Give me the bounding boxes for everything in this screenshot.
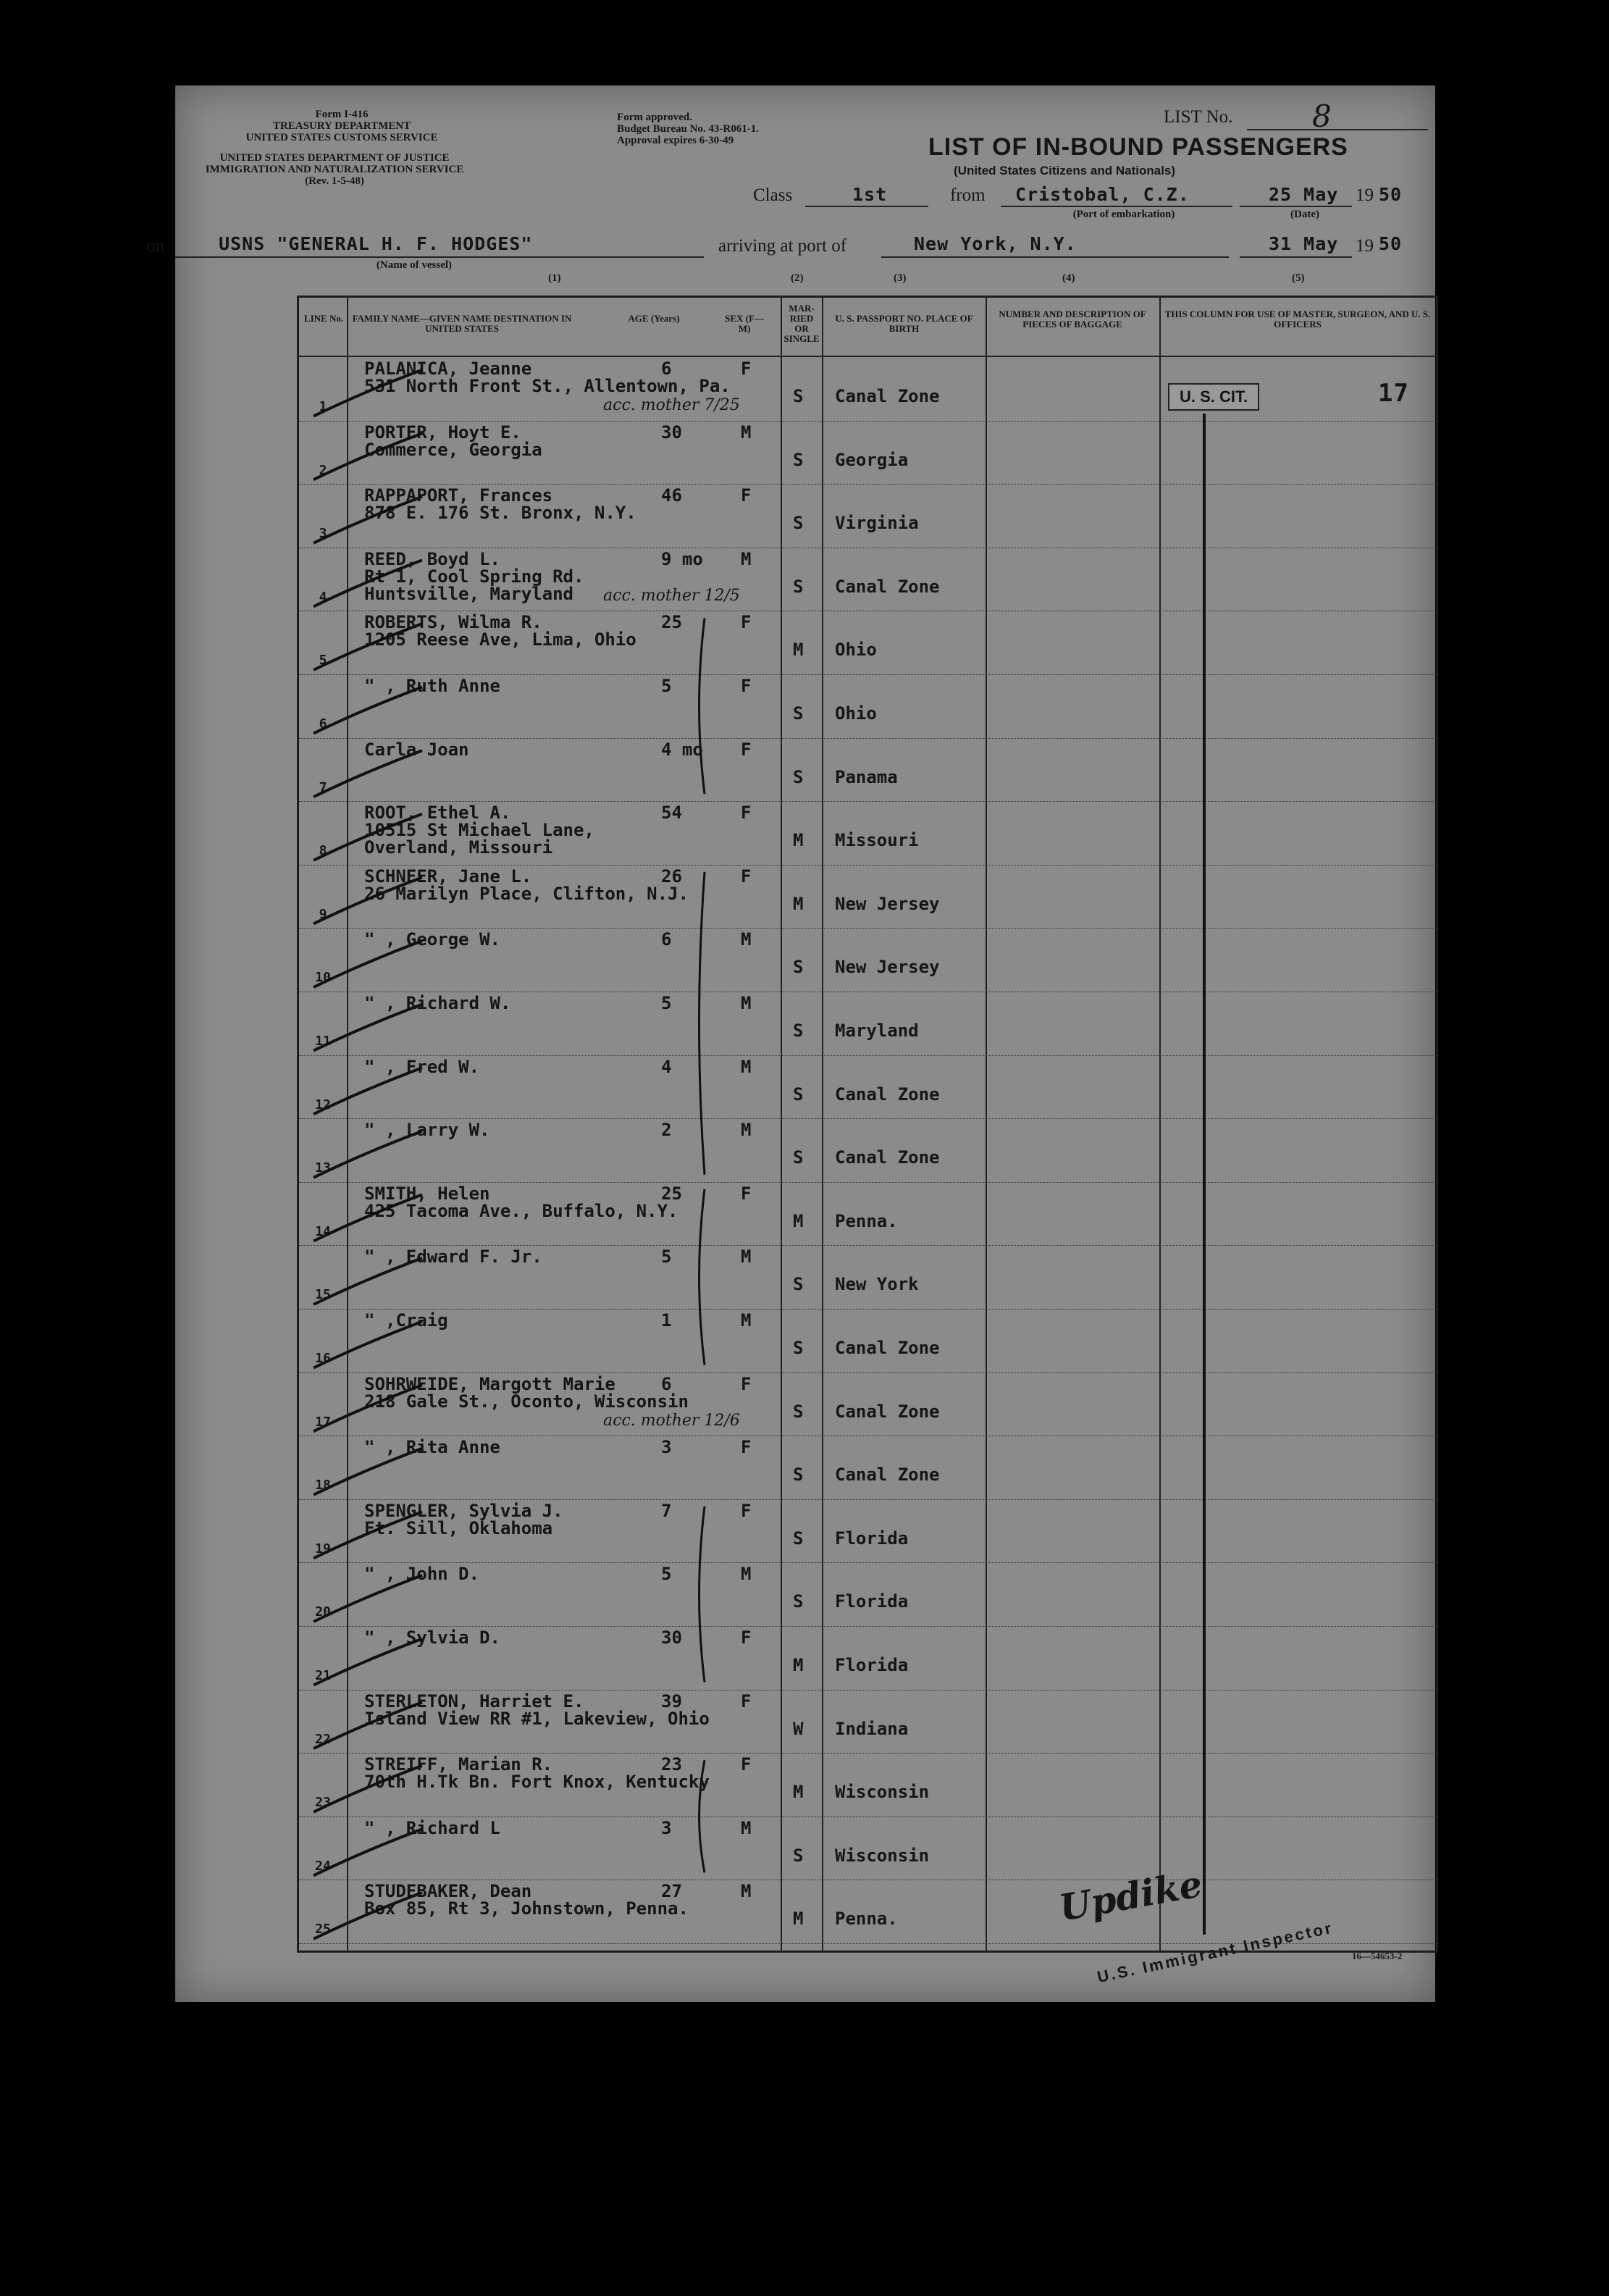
check-mark <box>314 1575 422 1622</box>
marital-status: M <box>793 1210 804 1231</box>
place-of-birth: Canal Zone <box>835 1147 940 1168</box>
marital-status: S <box>793 1401 804 1422</box>
place-of-birth: Canal Zone <box>835 1084 940 1105</box>
line-number: 25 <box>315 1922 331 1937</box>
line-number: 22 <box>315 1731 331 1747</box>
destination: 425 Tacoma Ave., Buffalo, N.Y. <box>364 1200 679 1221</box>
place-of-birth: Penna. <box>835 1210 898 1231</box>
pen-marks <box>299 298 1436 1951</box>
port-embarkation: Cristobal, C.Z. <box>1015 184 1190 205</box>
destination-line-2: Overland, Missouri <box>364 837 553 858</box>
date-embark-day: 25 May <box>1269 184 1339 205</box>
passenger-name: " , Richard W. <box>364 993 511 1013</box>
passenger-name: STERLETON, Harriet E. <box>364 1690 584 1711</box>
age: 1 <box>661 1310 672 1331</box>
age: 30 <box>661 422 682 443</box>
sex: M <box>741 993 752 1013</box>
place-of-birth: Maryland <box>835 1021 919 1041</box>
place-of-birth: Wisconsin <box>835 1782 930 1803</box>
header-officers: THIS COLUMN FOR USE OF MASTER, SURGEON, AND U. S. OFFICERS <box>1164 309 1431 330</box>
family-bracket <box>700 872 705 1175</box>
marital-status: S <box>793 1591 804 1612</box>
destination: Commerce, Georgia <box>364 439 542 460</box>
sex: F <box>741 739 752 760</box>
header-name: FAMILY NAME—GIVEN NAME DESTINATION IN UNITED STATES <box>352 313 572 334</box>
age: 25 <box>661 612 682 633</box>
passenger-name: " , John D. <box>364 1564 479 1585</box>
header-passport: U. S. PASSPORT NO. PLACE OF BIRTH <box>835 313 973 334</box>
date-arrival-year: 50 <box>1379 233 1403 254</box>
line-number: 17 <box>315 1414 331 1430</box>
page-subtitle: (United States Citizens and Nationals) <box>954 164 1176 177</box>
on-label: on <box>146 236 164 256</box>
destination: 878 E. 176 St. Bronx, N.Y. <box>364 503 637 524</box>
age: 6 <box>661 1373 672 1394</box>
line-number: 2 <box>319 462 327 478</box>
officer-count: 17 <box>1378 379 1409 408</box>
marital-status: S <box>793 449 804 470</box>
age: 26 <box>661 866 682 887</box>
age: 3 <box>661 1437 672 1458</box>
sex: F <box>741 359 752 379</box>
check-mark <box>314 497 422 543</box>
from-label: from <box>950 185 986 205</box>
passenger-name: " ,Craig <box>364 1310 448 1331</box>
age: 54 <box>661 803 682 824</box>
age: 5 <box>661 993 672 1013</box>
place-of-birth: Penna. <box>835 1909 898 1930</box>
place-of-birth: New Jersey <box>835 893 940 914</box>
place-of-birth: Florida <box>835 1591 909 1612</box>
age: 5 <box>661 1247 672 1268</box>
sex: M <box>741 1310 752 1331</box>
check-mark <box>314 1639 422 1685</box>
sex: M <box>741 1120 752 1141</box>
marital-status: S <box>793 703 804 724</box>
check-mark <box>314 1258 422 1304</box>
place-of-birth: Canal Zone <box>835 1338 940 1358</box>
age: 30 <box>661 1627 682 1648</box>
form-id-block: Form I-416 TREASURY DEPARTMENT UNITED STATES CUSTOMS SERVICE <box>245 109 438 143</box>
family-bracket <box>700 1189 705 1365</box>
check-mark <box>314 433 422 479</box>
year-prefix: 19 <box>1356 185 1374 205</box>
check-mark <box>314 1702 422 1748</box>
marital-status: S <box>793 1147 804 1168</box>
passenger-name: RAPPAPORT, Frances <box>364 485 553 506</box>
age: 25 <box>661 1183 682 1204</box>
marital-status: S <box>793 1274 804 1295</box>
sex: F <box>741 1183 752 1204</box>
vessel-name: USNS "GENERAL H. F. HODGES" <box>219 233 533 254</box>
line-number: 11 <box>315 1034 331 1049</box>
age: 4 <box>661 1056 672 1077</box>
vessel-caption: (Name of vessel) <box>376 259 453 271</box>
form-number: 16—54653-2 <box>1352 1951 1403 1961</box>
age: 2 <box>661 1120 672 1141</box>
destination: Island View RR #1, Lakeview, Ohio <box>364 1708 710 1729</box>
age: 6 <box>661 929 672 950</box>
age: 6 <box>661 359 672 379</box>
arriving-label: arriving at port of <box>718 236 847 256</box>
place-of-birth: Panama <box>835 766 898 787</box>
line-number: 12 <box>315 1097 331 1113</box>
list-no-value: 8 <box>1312 99 1332 134</box>
passenger-name: ROBERTS, Wilma R. <box>364 612 542 633</box>
check-mark <box>314 560 422 606</box>
place-of-birth: Canal Zone <box>835 386 940 406</box>
line-number: 16 <box>315 1351 331 1366</box>
sex: M <box>741 929 752 950</box>
line-number: 23 <box>315 1795 331 1811</box>
marital-status: S <box>793 1528 804 1549</box>
marital-status: S <box>793 576 804 597</box>
family-bracket <box>700 1760 705 1872</box>
marital-status: S <box>793 1021 804 1041</box>
passenger-name: PORTER, Hoyt E. <box>364 422 521 443</box>
passenger-name: " , George W. <box>364 929 500 950</box>
sex: F <box>741 866 752 887</box>
passenger-name: STREIFF, Marian R. <box>364 1754 553 1775</box>
check-mark <box>314 1449 422 1495</box>
check-mark <box>314 750 422 797</box>
place-of-birth: Georgia <box>835 449 909 470</box>
line-number: 19 <box>315 1541 331 1556</box>
class-label: Class <box>753 185 793 205</box>
sex: M <box>741 1881 752 1902</box>
check-mark <box>314 1893 422 1939</box>
destination: 218 Gale St., Oconto, Wisconsin <box>364 1391 689 1412</box>
marital-status: M <box>793 1782 804 1803</box>
place-of-birth: Wisconsin <box>835 1845 930 1866</box>
passenger-name: " , Fred W. <box>364 1056 479 1077</box>
destination: 70th H.Tk Bn. Fort Knox, Kentucky <box>364 1772 710 1793</box>
col-number: (1) <box>548 272 561 284</box>
line-number: 7 <box>319 779 327 795</box>
page-title: LIST OF IN-BOUND PASSENGERS <box>928 133 1348 161</box>
place-of-birth: Ohio <box>835 703 877 724</box>
passenger-name: ROOT, Ethel A. <box>364 803 511 824</box>
sex: M <box>741 422 752 443</box>
place-of-birth: Canal Zone <box>835 1465 940 1486</box>
passenger-name: PALANICA, Jeanne <box>364 359 532 379</box>
passenger-name: SPENGLER, Sylvia J. <box>364 1500 563 1521</box>
place-of-birth: Florida <box>835 1655 909 1675</box>
age: 46 <box>661 485 682 506</box>
passenger-name: " , Edward F. Jr. <box>364 1247 542 1268</box>
header-line-no: LINE No. <box>303 313 344 324</box>
check-mark <box>314 1194 422 1241</box>
header-sex: SEX (F—M) <box>725 313 764 334</box>
sex: M <box>741 1817 752 1838</box>
check-mark <box>314 1322 422 1368</box>
handwritten-note: acc. mother 7/25 <box>603 396 740 414</box>
destination: Rt 1, Cool Spring Rd. <box>364 566 584 587</box>
us-citizen-stamp: U. S. CIT. <box>1168 383 1259 411</box>
check-mark <box>314 1005 422 1051</box>
place-of-birth: Canal Zone <box>835 1401 940 1422</box>
sex: F <box>741 676 752 696</box>
check-mark <box>314 1131 422 1178</box>
marital-status: S <box>793 1845 804 1866</box>
list-no-label: LIST No. <box>1164 107 1233 127</box>
col-number: (2) <box>791 272 804 284</box>
sex: F <box>741 1754 752 1775</box>
sex: M <box>741 1247 752 1268</box>
sex: M <box>741 548 752 569</box>
check-mark <box>314 877 422 923</box>
place-of-birth: Canal Zone <box>835 576 940 597</box>
passenger-name: SMITH, Helen <box>364 1183 490 1204</box>
family-bracket <box>700 1507 705 1683</box>
destination: 26 Marilyn Place, Clifton, N.J. <box>364 883 689 904</box>
line-number: 24 <box>315 1858 331 1874</box>
check-mark <box>314 1385 422 1431</box>
manifest-page <box>146 85 1435 2002</box>
line-number: 9 <box>319 906 327 922</box>
marital-status: M <box>793 1655 804 1675</box>
line-number: 8 <box>319 843 327 859</box>
sex: M <box>741 1564 752 1585</box>
sex: F <box>741 1500 752 1521</box>
line-number: 20 <box>315 1604 331 1620</box>
line-number: 10 <box>315 970 331 986</box>
date-arrival-day: 31 May <box>1269 233 1339 254</box>
place-of-birth: New York <box>835 1274 919 1295</box>
passenger-name: STUDEBAKER, Dean <box>364 1881 532 1902</box>
check-mark <box>314 814 422 860</box>
header-age: AGE (Years) <box>628 313 680 324</box>
marital-status: M <box>793 640 804 661</box>
sex: M <box>741 1056 752 1077</box>
line-number: 1 <box>319 399 327 414</box>
marital-status: S <box>793 1338 804 1358</box>
line-number: 14 <box>315 1223 331 1239</box>
agency-block: UNITED STATES DEPARTMENT OF JUSTICE IMMIGRATION AND NATURALIZATION SERVICE (Rev. 1-5-48) <box>205 152 464 187</box>
check-mark <box>314 624 422 670</box>
place-of-birth: Virginia <box>835 513 919 534</box>
destination-line-2: Huntsville, Maryland <box>364 583 574 604</box>
age: 9 mo <box>661 548 703 569</box>
handwritten-note: acc. mother 12/6 <box>603 1411 740 1430</box>
passenger-name: REED, Boyd L. <box>364 548 500 569</box>
place-of-birth: New Jersey <box>835 957 940 978</box>
marital-status: M <box>793 893 804 914</box>
passenger-table <box>297 296 1438 1953</box>
line-number: 15 <box>315 1287 331 1303</box>
inspector-title: U.S. Immigrant Inspector <box>1095 1918 1335 1987</box>
age: 5 <box>661 676 672 696</box>
col-number: (3) <box>894 272 907 284</box>
sex: F <box>741 485 752 506</box>
date-embark-year: 50 <box>1379 184 1403 205</box>
sex: F <box>741 1690 752 1711</box>
sex: F <box>741 1627 752 1648</box>
line-number: 13 <box>315 1160 331 1176</box>
destination: 1205 Reese Ave, Lima, Ohio <box>364 629 637 650</box>
col-number: (4) <box>1062 272 1075 284</box>
header-married: MAR-RIED OR SINGLE <box>784 303 820 344</box>
line-number: 18 <box>315 1478 331 1493</box>
check-mark <box>314 1512 422 1558</box>
age: 23 <box>661 1754 682 1775</box>
passenger-name: " , Richard L <box>364 1817 500 1838</box>
age: 39 <box>661 1690 682 1711</box>
sex: F <box>741 803 752 824</box>
header-baggage: NUMBER AND DESCRIPTION OF PIECES OF BAGGAGE <box>999 309 1146 330</box>
class-value: 1st <box>852 184 888 205</box>
marital-status: S <box>793 1465 804 1486</box>
age: 4 mo <box>661 739 703 760</box>
place-of-birth: Indiana <box>835 1718 909 1739</box>
inspector-signature: Updike <box>1056 1862 1206 1930</box>
port-embarkation-caption: (Port of embarkation) <box>1072 209 1175 220</box>
check-mark <box>314 370 422 416</box>
passenger-name: " , Ruth Anne <box>364 676 500 696</box>
check-mark <box>314 1766 422 1812</box>
marital-status: S <box>793 386 804 406</box>
line-number: 21 <box>315 1668 331 1683</box>
age: 27 <box>661 1881 682 1902</box>
passenger-name: " , Larry W. <box>364 1120 490 1141</box>
port-arrival: New York, N.Y. <box>914 233 1077 254</box>
check-mark <box>314 1068 422 1114</box>
year-prefix-2: 19 <box>1356 236 1374 256</box>
passenger-name: SCHNEER, Jane L. <box>364 866 532 887</box>
marital-status: M <box>793 830 804 851</box>
passenger-name: " , Sylvia D. <box>364 1627 500 1648</box>
col-number: (5) <box>1292 272 1305 284</box>
age: 5 <box>661 1564 672 1585</box>
passenger-name: Carla Joan <box>364 739 469 760</box>
destination: 531 North Front St., Allentown, Pa. <box>364 376 731 396</box>
sex: F <box>741 612 752 633</box>
family-bracket <box>700 618 705 794</box>
age: 3 <box>661 1817 672 1838</box>
handwritten-note: acc. mother 12/5 <box>603 586 740 605</box>
line-number: 3 <box>319 526 327 542</box>
destination: 10515 St Michael Lane, <box>364 820 595 841</box>
place-of-birth: Florida <box>835 1528 909 1549</box>
sex: F <box>741 1437 752 1458</box>
destination: Ft. Sill, Oklahoma <box>364 1517 553 1538</box>
line-number: 6 <box>319 716 327 732</box>
date-caption: (Date) <box>1290 209 1319 220</box>
marital-status: M <box>793 1909 804 1930</box>
line-number: 5 <box>319 653 327 669</box>
marital-status: S <box>793 957 804 978</box>
place-of-birth: Ohio <box>835 640 877 661</box>
marital-status: S <box>793 513 804 534</box>
sex: F <box>741 1373 752 1394</box>
passenger-name: SOHRWEIDE, Margott Marie <box>364 1373 616 1394</box>
passenger-name: " , Rita Anne <box>364 1437 500 1458</box>
age: 7 <box>661 1500 672 1521</box>
place-of-birth: Missouri <box>835 830 919 851</box>
check-mark <box>314 687 422 734</box>
check-mark <box>314 1829 422 1875</box>
marital-status: W <box>793 1718 804 1739</box>
line-number: 4 <box>319 589 327 605</box>
destination: Box 85, Rt 3, Johnstown, Penna. <box>364 1898 689 1919</box>
marital-status: S <box>793 766 804 787</box>
marital-status: S <box>793 1084 804 1105</box>
approval-block: Form approved. Budget Bureau No. 43-R061-1. Approval expires 6-30-49 <box>617 112 759 146</box>
check-mark <box>314 941 422 987</box>
